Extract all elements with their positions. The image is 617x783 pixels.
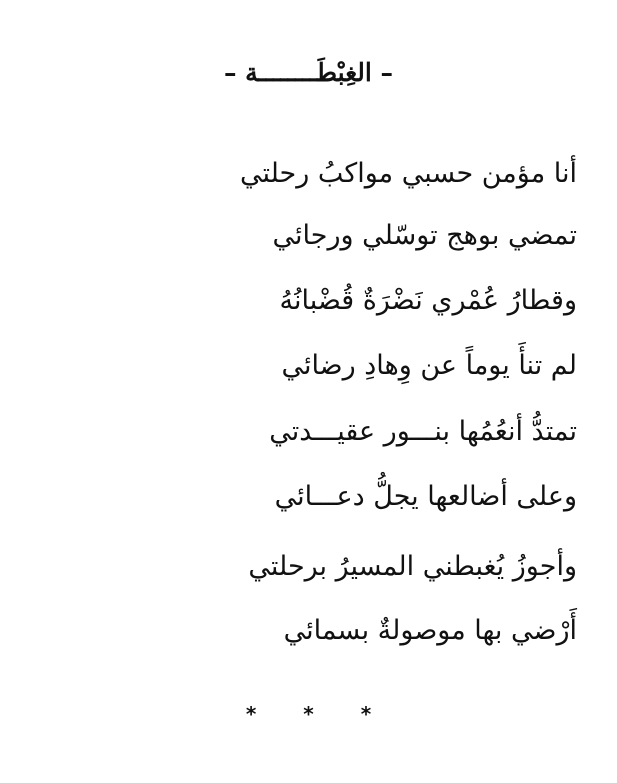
poem-verse: أَرْضي بها موصولةٌ بسمائي (283, 615, 577, 646)
poem-verse: لم تنأَ يوماً عن وِهادِ رضائي (281, 350, 577, 381)
poem-verse: تمضي بوهج توسّلي ورجائي (272, 220, 577, 251)
poem-verse: تمتدُّ أنعُمُها بنـــور عقيـــدتي (269, 416, 577, 447)
poem-verse: وعلى أضالعها يجلُّ دعـــائي (274, 481, 577, 512)
poem-verse: أنا مؤمن حسبي مواكبُ رحلتي (239, 158, 577, 189)
poem-verse: وأجوزُ يُغبطني المسيرُ برحلتي (248, 551, 577, 582)
poem-title: – الغِبْطَــــــــة – (223, 58, 394, 87)
poem-verse: وقطارُ عُمْري نَضْرَةٌ قُضْبانُهُ (279, 285, 577, 316)
section-separator: * * * (245, 702, 372, 726)
